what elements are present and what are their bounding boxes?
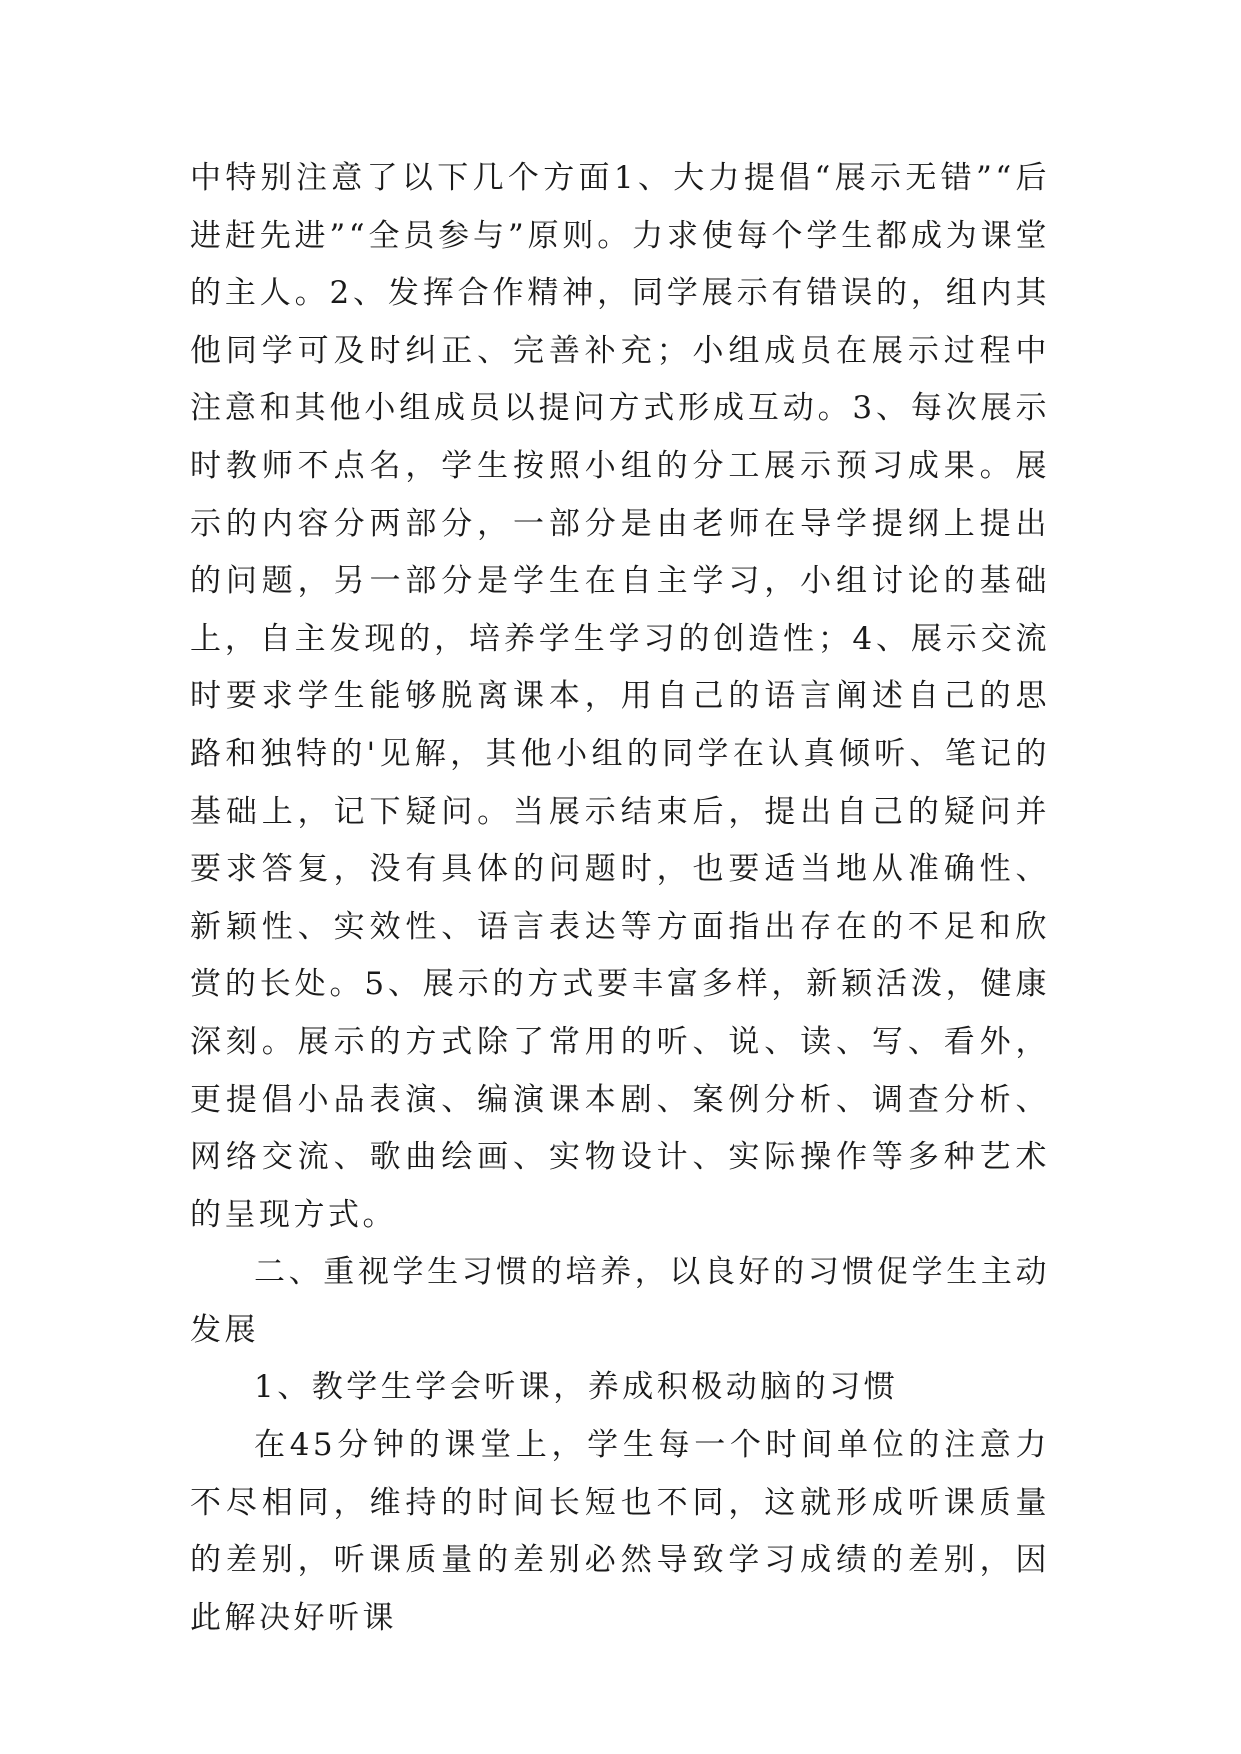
- subsection-heading: 1、教学生学会听课，养成积极动脑的习惯: [254, 1369, 899, 1406]
- document-body: [190, 150, 1050, 1647]
- section-heading: 二、重视学生习惯的培养，以良好的习惯促学生主动发展: [190, 1254, 1050, 1348]
- paragraph: 在45分钟的课堂上，学生每一个时间单位的注意力不尽相同，维持的时间长短也不同，这就形成听课质量的差别，听课质量的差别必然导致学习成绩的差别，因此解决好听课: [190, 1427, 1050, 1636]
- paragraph-continued: 中特别注意了以下几个方面1、大力提倡“展示无错”“后进赶先进”“全员参与”原则。力求使每个学生都成为课堂的主人。2、发挥合作精神，同学展示有错误的，组内其他同学可及时纠正、完善补充；小组成员在展示过程中注意和其他小组成员以提问方式形成互动。3、每次展示时教师不点名，学生按照小组的分工展示预习成果。展示的内容分两部分，一部分是由老师在导学提纲上提出的问题，另一部分是学生在自主学习，小组讨论的基础上，自主发现的，培养学生学习的创造性；4、展示交流时要求学生能够脱离课本，用自己的语言阐述自己的思路和独特的'见解，其他小组的同学在认真倾听、笔记的基础上，记下疑问。当展示结束后，提出自己的疑问并要求答复，没有具体的问题时，也要适当地从准确性、新颖性、实效性、语言表达等方面指出存在的不足和欣赏的长处。5、展示的方式要丰富多样，新颖活泼，健康深刻。展示的方式除了常用的听、说、读、写、看外，更提倡小品表演、编演课本剧、案例分析、调查分析、网络交流、歌曲绘画、实物设计、实际操作等多种艺术的呈现方式。: [190, 160, 1050, 1233]
